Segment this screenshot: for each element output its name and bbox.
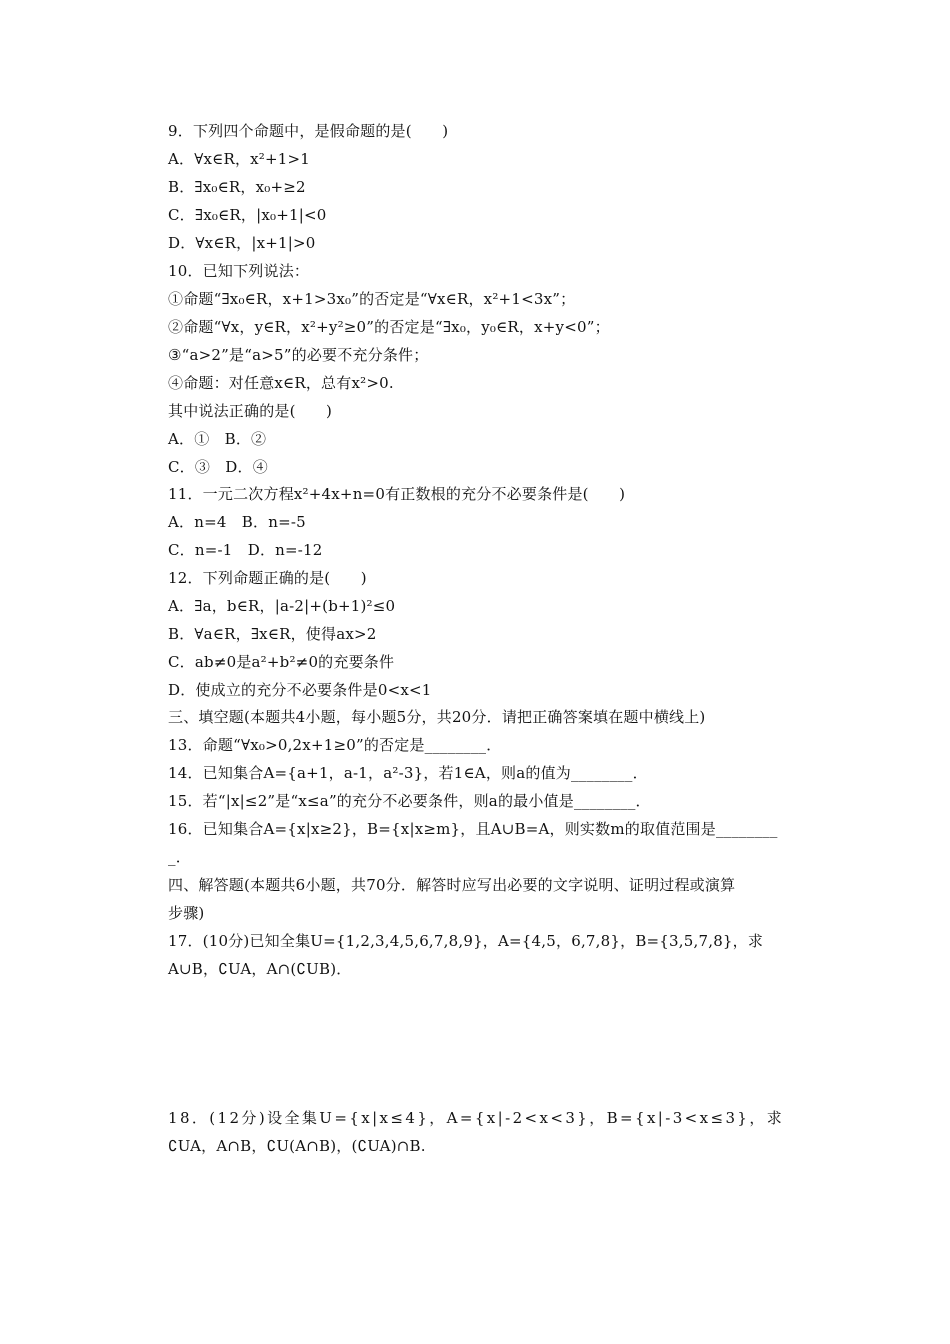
- q11-options-cd: C．n=-1 D．n=-12: [168, 541, 323, 559]
- q18-stem: 18．(12分)设全集U={x|x≤4}，A={x|-2<x<3}，B={x|-3<x≤3}，求: [168, 1109, 785, 1127]
- q11-options-ab: A．n=4 B．n=-5: [168, 513, 306, 531]
- section-4-heading: 四、解答题(本题共6小题，共70分．解答时应写出必要的文字说明、证明过程或演算: [168, 876, 736, 894]
- q15: 15．若“|x|≤2”是“x≤a”的充分不必要条件，则a的最小值是________．: [168, 792, 651, 810]
- q9-stem: 9．下列四个命题中，是假命题的是( ): [168, 122, 449, 140]
- q10-statement-4: ④命题：对任意x∈R，总有x²>0.: [168, 374, 394, 392]
- q12-option-c: C．ab≠0是a²+b²≠0的充要条件: [168, 653, 395, 671]
- q12-option-a: A．∃a，b∈R，|a-2|+(b+1)²≤0: [168, 597, 396, 615]
- q10-statement-1: ①命题“∃x₀∈R，x+1>3x₀”的否定是“∀x∈R，x²+1<3x”；: [168, 290, 576, 308]
- q13: 13．命题“∀x₀>0,2x+1≥0”的否定是________．: [168, 736, 502, 754]
- q16: 16．已知集合A={x|x≥2}，B={x|x≥m}，且A∪B=A，则实数m的取值范围是________: [168, 820, 778, 838]
- q10-options-ab: A．① B．②: [168, 430, 267, 448]
- q9-option-b: B．∃x₀∈R，x₀+≥2: [168, 178, 306, 196]
- q10-question: 其中说法正确的是( ): [168, 402, 333, 420]
- q12-stem: 12．下列命题正确的是( ): [168, 569, 367, 587]
- q11-stem: 11．一元二次方程x²+4x+n=0有正数根的充分不必要条件是( ): [168, 485, 626, 503]
- q10-stem: 10．已知下列说法：: [168, 262, 310, 280]
- section-3-heading: 三、填空题(本题共4小题，每小题5分，共20分．请把正确答案填在题中横线上): [168, 708, 706, 726]
- section-4-heading-continuation: 步骤): [168, 904, 205, 922]
- q9-option-c: C．∃x₀∈R，|x₀+1|<0: [168, 206, 327, 224]
- q12-option-d: D．使成立的充分不必要条件是0<x<1: [168, 681, 432, 699]
- q17-continuation: A∪B，∁UA，A∩(∁UB)．: [168, 960, 352, 978]
- q10-statement-2: ②命题“∀x，y∈R，x²+y²≥0”的否定是“∃x₀，y₀∈R，x+y<0”；: [168, 318, 610, 336]
- q14: 14．已知集合A={a+1，a-1，a²-3}，若1∈A，则a的值为________．: [168, 764, 648, 782]
- q10-options-cd: C．③ D．④: [168, 458, 268, 476]
- q12-option-b: B．∀a∈R，∃x∈R，使得ax>2: [168, 625, 377, 643]
- q18-continuation: ∁UA，A∩B，∁U(A∩B)，(∁UA)∩B.: [168, 1137, 426, 1155]
- q10-statement-3: ③“a>2”是“a>5”的必要不充分条件；: [168, 346, 429, 364]
- q16-continuation: _．: [168, 848, 191, 866]
- q9-option-d: D．∀x∈R，|x+1|>0: [168, 234, 316, 252]
- q9-option-a: A．∀x∈R，x²+1>1: [168, 150, 311, 168]
- q17-stem: 17．(10分)已知全集U={1,2,3,4,5,6,7,8,9}，A={4,5，6,7,8}，B={3,5,7,8}，求: [168, 932, 764, 950]
